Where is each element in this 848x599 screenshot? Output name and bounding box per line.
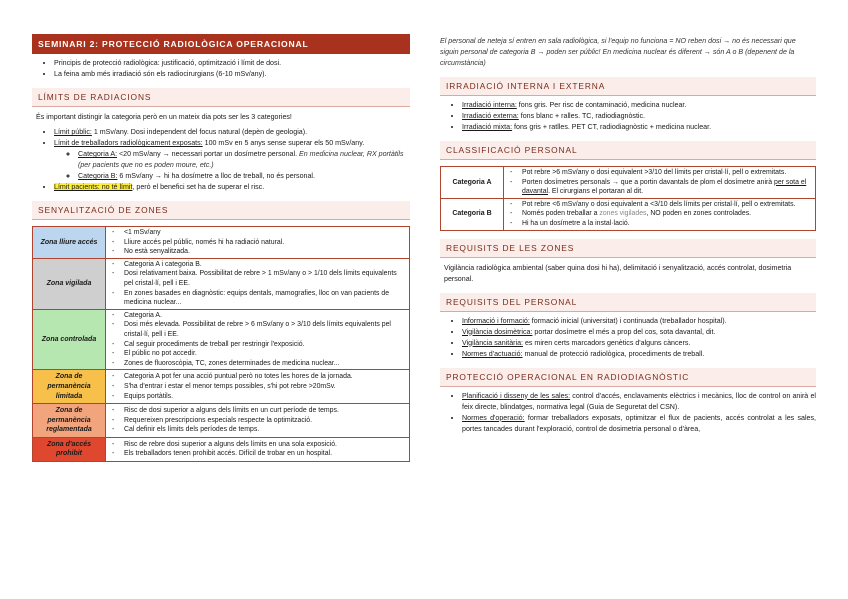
- grey-text: zones vigilades: [599, 210, 647, 218]
- table-row: [33, 437, 410, 461]
- item-text: es miren certs marcadors genètics d'alguns càncers.: [523, 338, 691, 347]
- zone-line: - El públic no pot accedir.: [110, 349, 406, 359]
- list-item: [54, 127, 410, 138]
- category-line: - Pot rebre >6 mSv/any o dosi equivalent >3/10 del límits per cristal·lí, pell o extremitats.: [508, 168, 812, 178]
- item-text: portar dosímetre el més a prop del cos, sota davantal, dit.: [532, 327, 716, 336]
- item-label: Categoria A:: [78, 150, 118, 158]
- list-item: [462, 122, 816, 133]
- table-row: [33, 370, 410, 404]
- list-item: [54, 138, 410, 149]
- item-text: fons gris + ratlles. PET CT, radiodiagnòstic + medicina nuclear.: [512, 123, 712, 131]
- category-line: - Pot rebre <6 mSv/any o dosi equivalent a <3/10 dels límits per cristal·lí, pell o extremitats.: [508, 200, 812, 210]
- category-content: [504, 198, 816, 230]
- item-text: , però el benefici set ha de superar el risc.: [132, 183, 265, 191]
- item-label: Normes d'actuació:: [462, 349, 523, 358]
- table-row: [441, 198, 816, 230]
- zone-content: [106, 370, 410, 404]
- table-row: [441, 167, 816, 199]
- categories-sublist: [32, 149, 410, 182]
- section-heading-irradiation: IRRADIACIÓ INTERNA I EXTERNA: [440, 77, 816, 96]
- right-column: [440, 34, 816, 435]
- section-heading-operational-protection: PROTECCIÓ OPERACIONAL EN RADIODIAGNÒSTIC: [440, 368, 816, 387]
- zone-line: - En zones basades en diagnòstic: equips dentals, mamografies, lloc on van pacients de medicina nuclear...: [110, 289, 406, 308]
- zone-line: - Risc de dosi superior a alguns dels límits en un curt període de temps.: [110, 406, 406, 416]
- category-line: [508, 209, 812, 219]
- limits-intro: És important distingir la categoria però en un mateix dia pots ser les 3 categories!: [36, 113, 292, 121]
- category-line: - Hi ha un dosímetre a la instal·lació.: [508, 219, 812, 229]
- classification-table: [440, 166, 816, 231]
- zone-line: - Zones de fluoroscòpia, TC, zones determinades de medicina nuclear...: [110, 359, 406, 369]
- list-item: • La feina amb més irradiació són els radiocirurgians (6-10 mSv/any).: [54, 69, 410, 80]
- item-label: Límit de treballadors radiològicament exposats:: [54, 139, 203, 147]
- zone-line: - Cal definir els límits dels períodes de temps.: [110, 425, 406, 435]
- section-heading-staff-requirements: REQUISITS DEL PERSONAL: [440, 293, 816, 312]
- category-content: [504, 167, 816, 199]
- zone-label: Zona de permanència limitada: [33, 370, 106, 404]
- item-label: Límit públic:: [54, 128, 92, 136]
- category-line: [508, 178, 812, 197]
- item-label: Categoria B:: [78, 172, 118, 180]
- list-item: [462, 391, 816, 413]
- zone-line: - Categoria A i categoria B.: [110, 260, 406, 270]
- list-item: [462, 100, 816, 111]
- zone-requirements-text: Vigilància radiològica ambiental (saber quina dosi hi ha), delimitació i senyalització, accés controlat, dosimetria personal.: [444, 263, 792, 283]
- section-heading-limits: LÍMITS DE RADIACIONS: [32, 88, 410, 107]
- category-label: Categoria A: [441, 167, 504, 199]
- item-text: <20 mSv/any → necessari portar un dosímetre personal.: [117, 150, 298, 158]
- table-row: [33, 227, 410, 259]
- item-label: Irradiació mixta:: [462, 123, 513, 131]
- zone-content: [106, 258, 410, 309]
- zone-line: - Categoria A.: [110, 311, 406, 321]
- item-label: Irradiació externa:: [462, 112, 519, 120]
- section-heading-zones: SENYALITZACIÓ DE ZONES: [32, 201, 410, 220]
- list-item: [462, 349, 816, 360]
- zone-content: [106, 309, 410, 370]
- line-text: Porten dosímetres personals → que a portin davantals de plom el dosímetre anirà: [522, 178, 775, 186]
- section-heading-classification: CLASSIFICACIÓ PERSONAL: [440, 141, 816, 160]
- list-item: [78, 149, 410, 171]
- zone-line: - S'ha d'entrar i estar el menor temps possibles, s'hi pot rebre >20mSv.: [110, 382, 406, 392]
- zone-line: - Categoria A pot fer una acció puntual però no totes les hores de la jornada.: [110, 372, 406, 382]
- zone-content: [106, 404, 410, 438]
- zone-label: Zona lliure accés: [33, 227, 106, 259]
- zone-line: - Dosi relativament baixa. Possibilitat de rebre > 1 mSv/any o > 1/10 dels límits equivalents pel cristal·lí, pell i EE.: [110, 269, 406, 288]
- item-text: formar treballadors exposats, optimitzar el flux de pacients, accés controlat a les sales, portes tancades durant l'exploració, control de dosimetria personal o d'àrea,: [462, 413, 816, 433]
- limits-list: [32, 127, 410, 149]
- zone-label: Zona vigilada: [33, 258, 106, 309]
- left-column: [32, 34, 410, 462]
- zone-line: - Lliure accés pel públic, només hi ha radiació natural.: [110, 238, 406, 248]
- zones-table: [32, 226, 410, 462]
- line-text: Només poden treballar a: [522, 210, 600, 218]
- zone-content: [106, 437, 410, 461]
- cleaning-staff-note: El personal de neteja sí entren en sala radiològica, si l'equip no funciona = NO reben dosi → no és necessari que siguin personal de categoria B → poden ser públic! En medicina nuclear és diferent → són A o B (depenent de la circumstància): [440, 37, 796, 67]
- zone-line: - <1 mSv/any: [110, 228, 406, 238]
- item-label: Planificació i disseny de les sales:: [462, 391, 571, 400]
- zone-line: - Els treballadors tenen prohibit accés. Difícil de trobar en un hospital.: [110, 449, 406, 459]
- zone-line: - Requereixen prescripcions especials respecte la optimització.: [110, 416, 406, 426]
- page-title: SEMINARI 2: PROTECCIÓ RADIOLÒGICA OPERACIONAL: [32, 34, 410, 54]
- zone-line: - Risc de rebre dosi superior a alguns dels límits en una sola exposició.: [110, 440, 406, 450]
- item-label: Informació i formació:: [462, 316, 530, 325]
- zone-label: Zona controlada: [33, 309, 106, 370]
- item-label: Vigilància dosimètrica:: [462, 327, 533, 336]
- item-text: control d'accés, enclavaments elèctrics i mecànics, lloc de control on anirà el feix directe, blindatges, normativa legal (Guia de Seguretat del CSN).: [462, 391, 816, 411]
- zone-line: - Cal seguir procediments de treball per restringir l'exposició.: [110, 340, 406, 350]
- list-item: [462, 111, 816, 122]
- category-label: Categoria B: [441, 198, 504, 230]
- item-label: Normes d'operació:: [462, 413, 525, 422]
- zone-label: Zona d'accés prohibit: [33, 437, 106, 461]
- item-label: Irradiació interna:: [462, 101, 517, 109]
- table-row: [33, 309, 410, 370]
- item-text: 6 mSv/any → hi ha dosímetre a lloc de treball, no és personal.: [117, 172, 315, 180]
- item-text: 1 mSv/any. Dosi independent del focus natural (depèn de geologia).: [91, 128, 308, 136]
- item-text: fons gris. Per risc de contaminació, medicina nuclear.: [516, 101, 687, 109]
- list-item: [462, 413, 816, 435]
- highlighted-label: Límit pacients: no té límit: [54, 183, 133, 191]
- underlined-text: per sota el davantal: [522, 178, 807, 196]
- list-item: [462, 316, 816, 327]
- intro-list: [32, 58, 410, 80]
- irradiation-list: [440, 100, 816, 133]
- item-text: 100 mSv en 5 anys sense superar els 50 mSv/any.: [202, 139, 365, 147]
- zone-line: - No està senyalitzada.: [110, 247, 406, 257]
- operational-protection-list: [440, 391, 816, 435]
- list-item: • Principis de protecció radiològica: justificació, optimització i límit de dosi.: [54, 58, 410, 69]
- patients-list: [32, 182, 410, 193]
- zone-line: - Equips portàtils.: [110, 392, 406, 402]
- line-text: , NO poden en zones controlades.: [646, 210, 752, 218]
- list-item: [78, 171, 410, 182]
- item-text: manual de protecció radiològica, procediments de treball.: [522, 349, 705, 358]
- list-item: [462, 327, 816, 338]
- line-text: . El cirurgians el portaran al dit.: [548, 188, 644, 196]
- list-item: [462, 338, 816, 349]
- item-note: En medicina nuclear, RX portàtils (per pacients que no es poden moure, etc.): [78, 150, 404, 169]
- section-heading-zone-requirements: REQUISITS DE LES ZONES: [440, 239, 816, 258]
- table-row: [33, 258, 410, 309]
- zone-content: [106, 227, 410, 259]
- item-label: Vigilància sanitària:: [462, 338, 523, 347]
- list-item: [54, 182, 410, 193]
- zone-label: Zona de permanència reglamentada: [33, 404, 106, 438]
- zone-line: - Dosi més elevada. Possibilitat de rebre > 6 mSv/any o > 3/10 dels límits equivalents pel cristal·lí, pell i EE.: [110, 320, 406, 339]
- table-row: [33, 404, 410, 438]
- staff-requirements-list: [440, 316, 816, 360]
- item-text: fons blanc + ralles. TC, radiodiagnòstic.: [518, 112, 646, 120]
- item-text: formació inicial (universitat) i continuada (treballador hospital).: [529, 316, 727, 325]
